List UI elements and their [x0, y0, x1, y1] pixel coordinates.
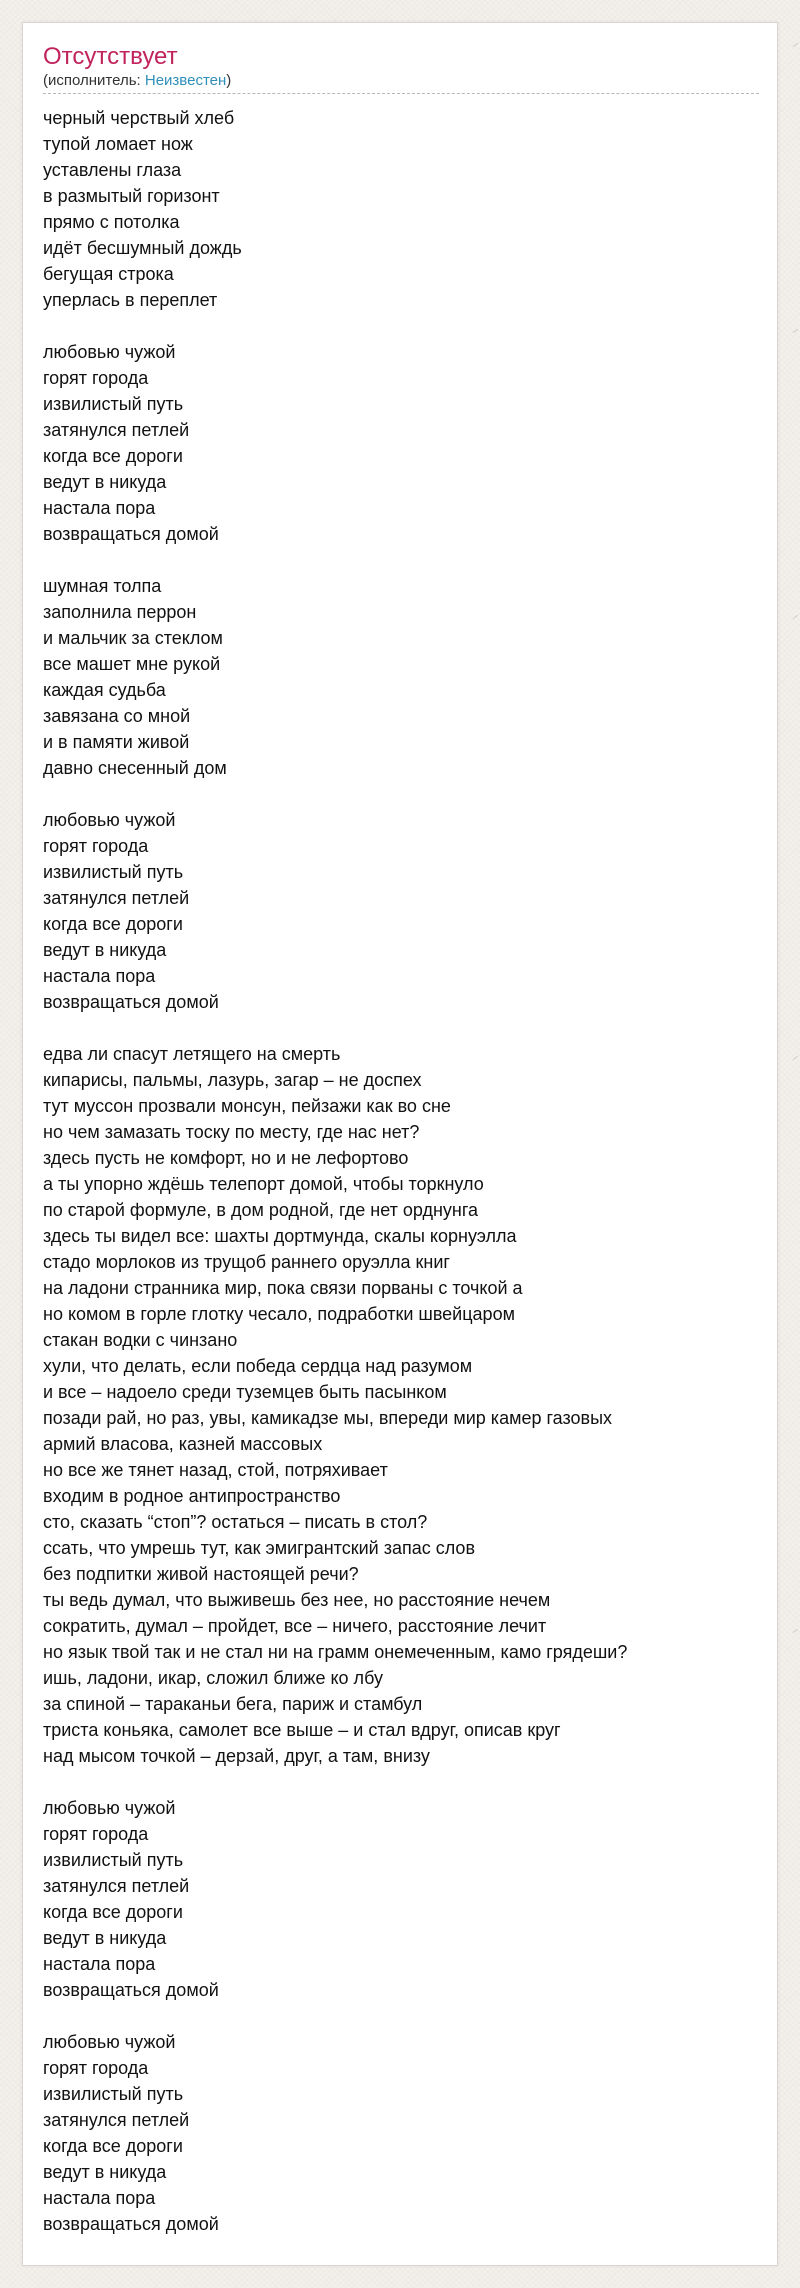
lyric-line: горят города [43, 2058, 149, 2078]
page-edge-mark [793, 329, 800, 338]
lyric-line: входим в родное антипространство [43, 1486, 341, 1506]
lyric-line: ссать, что умрешь тут, как эмигрантский запас слов [43, 1538, 476, 1558]
lyrics-text [43, 105, 759, 2237]
lyric-line: стадо морлоков из трущоб раннего оруэлла книг [43, 1252, 450, 1272]
lyric-line: извилистый путь [43, 1850, 184, 1870]
lyric-line: но все же тянет назад, стой, потряхивает [43, 1460, 388, 1480]
lyric-line: когда все дороги [43, 446, 183, 466]
lyric-line: но язык твой так и не стал ни на грамм онемеченным, камо грядеши? [43, 1642, 628, 1662]
lyric-line: настала пора [43, 966, 156, 986]
lyric-line: черный черствый хлеб [43, 108, 235, 128]
lyric-line: все машет мне рукой [43, 654, 221, 674]
lyric-line: завязана со мной [43, 706, 191, 726]
lyric-line: любовью чужой [43, 342, 176, 362]
lyric-line: ишь, ладони, икар, сложил ближе ко лбу [43, 1668, 383, 1688]
page-edge-mark [793, 1629, 800, 1638]
lyric-line: на ладони странника мир, пока связи порваны с точкой а [43, 1278, 523, 1298]
lyric-stanza [43, 105, 759, 313]
lyric-line: настала пора [43, 2188, 156, 2208]
lyric-line: над мысом точкой – дерзай, друг, а там, внизу [43, 1746, 430, 1766]
lyric-line: за спиной – тараканьи бега, париж и стамбул [43, 1694, 423, 1714]
lyric-stanza [43, 1041, 759, 1769]
lyric-line: идёт бесшумный дождь [43, 238, 242, 258]
lyric-line: прямо с потолка [43, 212, 180, 232]
lyric-line: извилистый путь [43, 2084, 184, 2104]
lyric-line: когда все дороги [43, 2136, 183, 2156]
lyric-stanza [43, 2029, 759, 2237]
lyric-line: а ты упорно ждёшь телепорт домой, чтобы торкнуло [43, 1174, 484, 1194]
lyric-line: армий власова, казней массовых [43, 1434, 323, 1454]
artist-suffix: ) [226, 72, 232, 89]
lyrics-card [22, 22, 778, 2266]
lyric-line: но чем замазать тоску по месту, где нас нет? [43, 1122, 420, 1142]
lyric-line: любовью чужой [43, 2032, 176, 2052]
lyric-line: затянулся петлей [43, 2110, 190, 2130]
lyric-line: по старой формуле, в дом родной, где нет орднунга [43, 1200, 479, 1220]
lyric-line: затянулся петлей [43, 420, 190, 440]
lyric-line: горят города [43, 836, 149, 856]
lyric-line: когда все дороги [43, 914, 183, 934]
lyric-stanza [43, 573, 759, 781]
lyric-line: возвращаться домой [43, 2214, 219, 2234]
lyric-line: здесь пусть не комфорт, но и не лефортово [43, 1148, 409, 1168]
lyric-line: ведут в никуда [43, 940, 167, 960]
lyric-line: и мальчик за стеклом [43, 628, 223, 648]
lyric-line: возвращаться домой [43, 524, 219, 544]
lyric-line: уставлены глаза [43, 160, 182, 180]
lyric-line: в размытый горизонт [43, 186, 220, 206]
lyric-line: но комом в горле глотку чесало, подработки швейцаром [43, 1304, 515, 1324]
lyric-stanza [43, 1795, 759, 2003]
lyric-line: ведут в никуда [43, 2162, 167, 2182]
lyric-line: позади рай, но раз, увы, камикадзе мы, впереди мир камер газовых [43, 1408, 613, 1428]
lyric-line: извилистый путь [43, 862, 184, 882]
artist-prefix: (исполнитель: [43, 72, 145, 89]
lyric-line: хули, что делать, если победа сердца над разумом [43, 1356, 473, 1376]
lyric-line: возвращаться домой [43, 992, 219, 1012]
page-edge-mark [793, 615, 800, 624]
lyric-line: затянулся петлей [43, 888, 190, 908]
lyric-line: любовью чужой [43, 810, 176, 830]
lyric-line: возвращаться домой [43, 1980, 219, 2000]
artist-line [43, 71, 759, 94]
page-edge-mark [793, 43, 800, 52]
lyric-line: сократить, думал – пройдет, все – ничего, расстояние лечит [43, 1616, 547, 1636]
lyric-line: триста коньяка, самолет все выше – и стал вдруг, описав круг [43, 1720, 561, 1740]
lyric-line: ты ведь думал, что выживешь без нее, но расстояние нечем [43, 1590, 551, 1610]
lyric-line: здесь ты видел все: шахты дортмунда, скалы корнуэлла [43, 1226, 517, 1246]
lyric-line: давно снесенный дом [43, 758, 227, 778]
lyric-line: бегущая строка [43, 264, 174, 284]
lyric-line: и в памяти живой [43, 732, 190, 752]
lyric-line: стакан водки с чинзано [43, 1330, 238, 1350]
lyric-line: ведут в никуда [43, 1928, 167, 1948]
lyric-line: извилистый путь [43, 394, 184, 414]
lyric-line: кипарисы, пальмы, лазурь, загар – не доспех [43, 1070, 422, 1090]
lyric-line: без подпитки живой настоящей речи? [43, 1564, 359, 1584]
lyric-line: горят города [43, 368, 149, 388]
artist-link[interactable]: Неизвестен [144, 72, 227, 89]
lyric-line: настала пора [43, 1954, 156, 1974]
lyric-line: сто, сказать “стоп”? остаться – писать в стол? [43, 1512, 428, 1532]
lyric-line: заполнила перрон [43, 602, 197, 622]
lyric-line: уперлась в переплет [43, 290, 218, 310]
lyric-line: когда все дороги [43, 1902, 183, 1922]
song-title: Отсутствует [43, 43, 178, 70]
lyric-line: горят города [43, 1824, 149, 1844]
lyric-stanza [43, 339, 759, 547]
lyric-line: каждая судьба [43, 680, 166, 700]
lyric-stanza [43, 807, 759, 1015]
lyric-line: и все – надоело среди туземцев быть пасынком [43, 1382, 447, 1402]
lyric-line: шумная толпа [43, 576, 162, 596]
lyric-line: тут муссон прозвали монсун, пейзажи как во сне [43, 1096, 451, 1116]
lyric-line: затянулся петлей [43, 1876, 190, 1896]
lyric-line: едва ли спасут летящего на смерть [43, 1044, 341, 1064]
page-edge-mark [793, 1056, 800, 1065]
lyric-line: настала пора [43, 498, 156, 518]
lyric-line: любовью чужой [43, 1798, 176, 1818]
lyric-line: ведут в никуда [43, 472, 167, 492]
lyric-line: тупой ломает нож [43, 134, 193, 154]
